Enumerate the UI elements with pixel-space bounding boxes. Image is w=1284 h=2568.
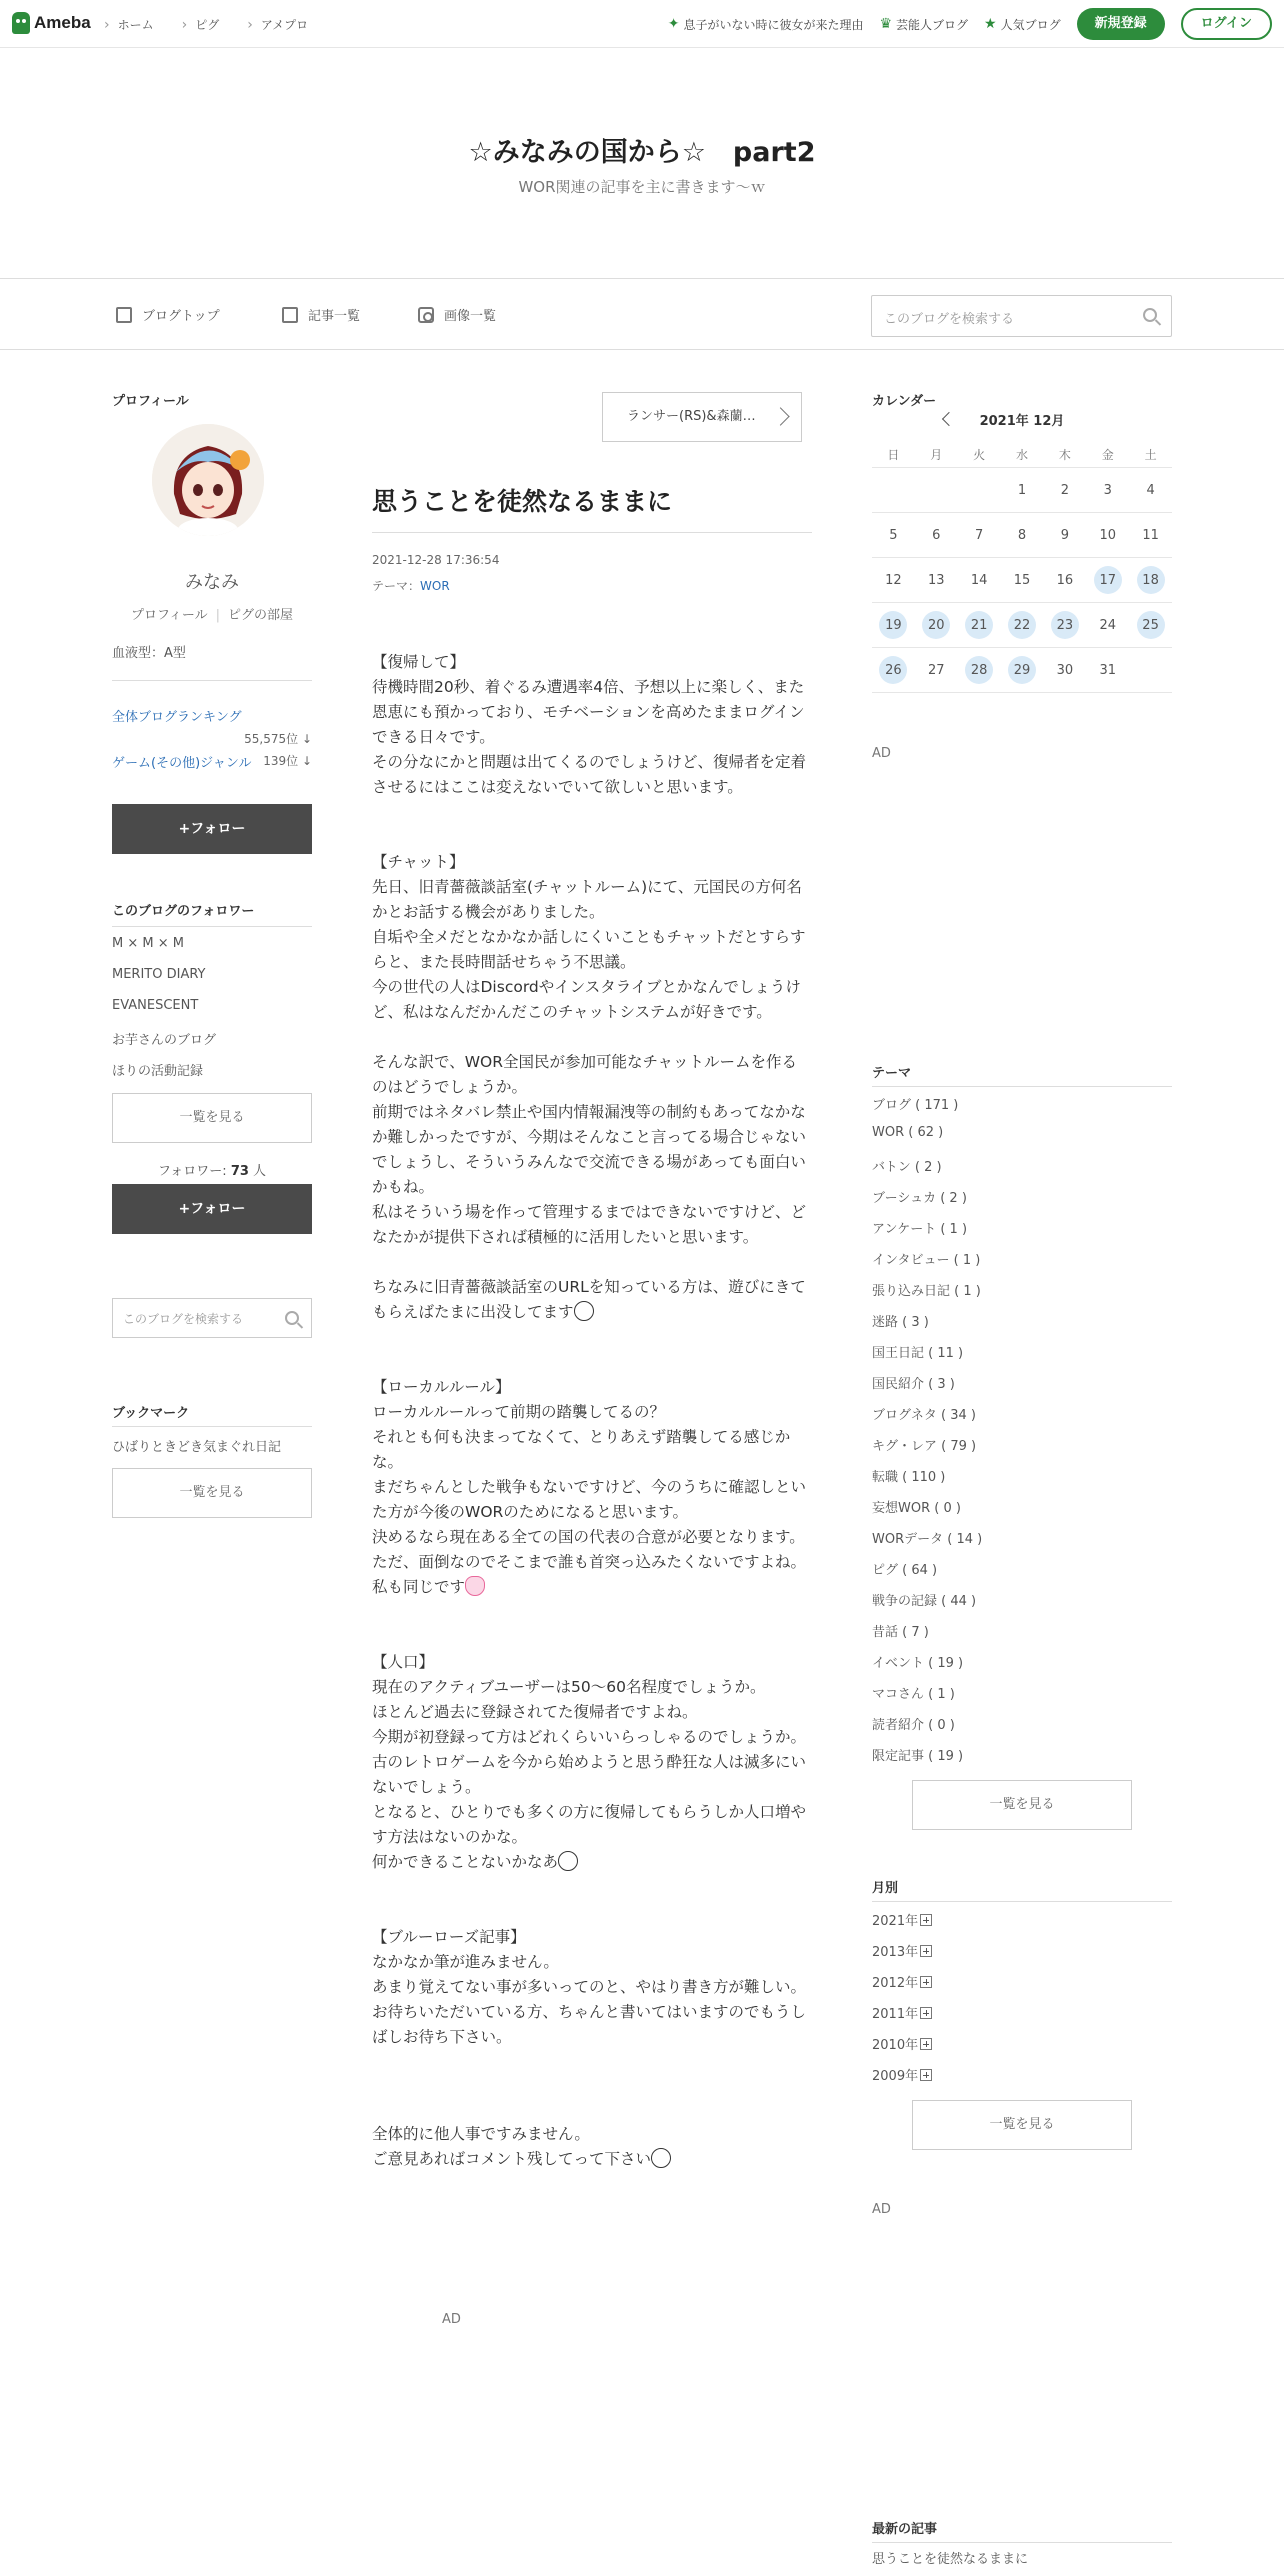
weekday-label: 月 (930, 448, 943, 462)
weekday-label: 金 (1101, 448, 1114, 462)
paragraph: ちなみに旧青薔薇談話室のURLを知っている方は、遊びにきてもらえばたまに出没してます (372, 1278, 806, 1321)
theme-item[interactable]: 国民紹介 ( 3 ) (872, 1377, 955, 1392)
pink-rabbit-emoji-icon (465, 1576, 485, 1596)
ranking-all-value: 55,575位 ↓ (244, 732, 312, 746)
month-item[interactable]: 2012年 (872, 1972, 932, 1991)
theme-item[interactable]: 戦争の記録 ( 44 ) (872, 1594, 977, 1609)
paragraph: 全体的に他人事ですみません。 ご意見あればコメント残してって下さい (372, 2122, 812, 2172)
ad-label: AD (442, 2312, 461, 2327)
camera-icon (418, 307, 434, 323)
expand-plus-icon[interactable] (920, 1945, 932, 1957)
calendar-week (872, 468, 1172, 513)
theme-link[interactable]: WOR (420, 579, 450, 593)
prev-article-button[interactable]: ランサー(RS)&森蘭… (602, 392, 802, 442)
article-date: 2021-12-28 17:36:54 (372, 553, 500, 567)
follower-item[interactable]: お芋さんのブログ (112, 1033, 217, 1048)
bookmark-more-button[interactable]: 一覧を見る (112, 1468, 312, 1518)
expand-plus-icon[interactable] (920, 1976, 932, 1988)
star-icon: ★ (984, 16, 997, 32)
calendar-day: 27 (928, 662, 945, 678)
monthly-more-button[interactable]: 一覧を見る (912, 2100, 1132, 2150)
calendar-day: 5 (889, 527, 898, 543)
calendar-day: 2 (1060, 482, 1069, 498)
calendar-month: 2021年 12月 (979, 414, 1065, 429)
calendar-day: 12 (885, 572, 902, 588)
bookmark-heading: ブックマーク (112, 1406, 190, 1421)
paragraph: 【ブルーローズ記事】 なかなか筆が進みません。 あまり覚えてない事が多いってのと、やはり書き方が難しい。 お待ちいただいている方、ちゃんと書いてはいますのでもうしばしお待ち下さい。 (372, 1928, 807, 2046)
theme-item[interactable]: 限定記事 ( 19 ) (872, 1749, 964, 1764)
profile-link[interactable]: プロフィール (130, 608, 208, 623)
nav-pigg[interactable]: › ピグ (182, 16, 220, 33)
follower-item[interactable]: M × M × M (112, 936, 184, 951)
month-item[interactable]: 2010年 (872, 2034, 932, 2053)
calendar-day: 11 (1142, 527, 1159, 543)
trending-link[interactable]: ✦ 息子がいない時に彼女が来た理由 (667, 16, 864, 32)
calendar-day: 3 (1103, 482, 1112, 498)
calendar-week (872, 648, 1172, 693)
calendar-day: 31 (1099, 662, 1116, 678)
nav-home[interactable]: › ホーム (104, 16, 154, 33)
calendar-day[interactable]: 19 (872, 603, 915, 647)
theme-item[interactable]: ブログネタ ( 34 ) (872, 1408, 976, 1423)
expand-plus-icon[interactable] (920, 2007, 932, 2019)
calendar-day[interactable]: 26 (872, 648, 915, 692)
calendar-day[interactable]: 18 (1129, 558, 1172, 602)
crown-icon: ♛ (879, 16, 893, 32)
month-item[interactable]: 2013年 (872, 1941, 932, 1960)
latest-item[interactable]: 思うことを徒然なるままに (872, 2552, 1029, 2567)
sidebar-search-input[interactable]: このブログを検索する (112, 1298, 312, 1338)
weekday-label: 木 (1058, 448, 1071, 462)
image-list-link[interactable]: 画像一覧 (418, 305, 496, 324)
smile-emoji-icon (651, 2148, 671, 2168)
theme-item[interactable]: 迷路 ( 3 ) (872, 1315, 929, 1330)
expand-plus-icon[interactable] (920, 2069, 932, 2081)
calendar-day: 10 (1099, 527, 1116, 543)
profile-name[interactable]: みなみ (185, 572, 239, 593)
calendar-day: 24 (1099, 617, 1116, 633)
ameba-logo-icon (12, 12, 30, 34)
blog-description: WOR関連の記事を主に書きます～ｗ (518, 178, 766, 196)
calendar-day: 14 (970, 572, 988, 588)
calendar-heading: カレンダー (872, 394, 937, 409)
theme-item[interactable]: キグ・レア ( 79 ) (872, 1439, 977, 1454)
ranking-all-link[interactable]: 全体ブログランキング (112, 710, 242, 725)
calendar-day[interactable]: 17 (1086, 558, 1129, 602)
paragraph: 【復帰して】 待機時間20秒、着ぐるみ遭遇率4倍、予想以上に楽しく、また恩恵にも預かっており、モチベーションを高めたままログインできる日々です。 その分なにかと問題は出てくるのでしょうけど、復帰者を定着させるにはここは変えないでいて欲しいと思います。 (372, 653, 807, 796)
calendar-day: 30 (1056, 662, 1074, 678)
calendar-day: 7 (975, 527, 984, 543)
calendar-day: 4 (1146, 482, 1155, 498)
profile-links: プロフィール | ピグの部屋 (130, 608, 294, 623)
follow-button-2[interactable]: +フォロー (112, 1184, 312, 1234)
header-right (668, 8, 1272, 40)
theme-item[interactable]: 妄想WOR ( 0 ) (872, 1501, 961, 1516)
blog-header (0, 48, 1284, 278)
blog-nav (0, 278, 1284, 350)
calendar-day: 9 (1060, 527, 1069, 543)
avatar[interactable] (152, 424, 264, 536)
theme-item[interactable]: ピグ ( 64 ) (872, 1563, 938, 1578)
search-icon[interactable] (285, 1311, 299, 1325)
blog-title[interactable]: ☆みなみの国から☆ part2 (468, 137, 816, 168)
monthly-heading: 月別 (872, 1881, 899, 1896)
calendar-day[interactable]: 20 (915, 603, 958, 647)
theme-more-button[interactable]: 一覧を見る (912, 1780, 1132, 1830)
follower-item[interactable]: EVANESCENT (112, 998, 199, 1013)
document-icon (116, 307, 132, 323)
theme-item[interactable]: 張り込み日記 ( 1 ) (872, 1284, 981, 1299)
ad-label: AD (872, 746, 891, 761)
sad-emoji-icon (558, 1851, 578, 1871)
paragraph: 【チャット】 先日、旧青薔薇談話室(チャットルーム)にて、元国民の方何名かとお話する機会がありました。 自垢や全メだとなかなか話しにくいこともチャットだとすらすらと、また長時間話せちゃう不思議。 今の世代の人はDiscordやインスタライブとかなんでしょうけど、私はなんだかんだこのチャットシステムが好きです。 (372, 853, 806, 1021)
calendar-day[interactable]: 23 (1043, 603, 1086, 647)
follower-count: フォロワー: 73 人 (157, 1164, 267, 1179)
ranking-genre-link[interactable]: ゲーム(その他)ジャンル (112, 756, 252, 771)
smile-emoji-icon (574, 1301, 594, 1321)
theme-item[interactable]: ブーシュカ ( 2 ) (872, 1191, 967, 1206)
theme-item[interactable]: イベント ( 19 ) (872, 1656, 964, 1671)
article-body (372, 650, 812, 2172)
calendar-day[interactable]: 28 (958, 648, 1001, 692)
calendar-day (872, 468, 915, 512)
login-button[interactable]: ログイン (1181, 8, 1272, 40)
article-theme: テーマ：WOR (372, 579, 450, 593)
calendar-week (872, 513, 1172, 558)
sparkle-icon: ✦ (667, 16, 680, 32)
theme-item[interactable]: 転職 ( 110 ) (872, 1470, 946, 1485)
calendar-day (958, 468, 1001, 512)
nav-amepro[interactable]: › アメプロ (247, 16, 308, 33)
calendar-day[interactable]: 25 (1129, 603, 1172, 647)
popular-blog-link[interactable]: ★ 人気ブログ (984, 16, 1061, 32)
weekday-label: 火 (973, 448, 986, 462)
weekday-label: 日 (887, 448, 900, 462)
calendar-day: 1 (1017, 482, 1027, 498)
theme-item[interactable]: 昔話 ( 7 ) (872, 1625, 929, 1640)
followers-heading: このブログのフォロワー (112, 904, 255, 919)
expand-plus-icon[interactable] (920, 2038, 932, 2050)
profile-heading: プロフィール (112, 394, 189, 409)
logo-text: Ameba (34, 13, 91, 32)
calendar-day: 15 (1013, 572, 1031, 588)
calendar-day: 16 (1056, 572, 1074, 588)
paragraph: そんな訳で、WOR全国民が参加可能なチャットルームを作るのはどうでしょうか。 前期ではネタバレ禁止や国内情報漏洩等の制約もあってなかなか難しかったですが、今期はそんなこと言ってる場合じゃないでしょうし、そういうみんなで交流できる場があっても面白いかもね。 私はそういう場を作って管理するまではできないですけど、どなたかが提供下されば積極的に活用したいと思います。 (372, 1053, 807, 1246)
theme-item[interactable]: インタビュー ( 1 ) (872, 1253, 981, 1268)
theme-item[interactable]: アンケート ( 1 ) (872, 1222, 968, 1237)
calendar-day[interactable]: 29 (1001, 648, 1044, 692)
copy-icon (282, 307, 298, 323)
theme-item[interactable]: WOR ( 62 ) (872, 1125, 944, 1140)
weekday-label: 水 (1016, 448, 1029, 462)
theme-item[interactable]: WORデータ ( 14 ) (872, 1532, 983, 1547)
calendar-day (915, 468, 958, 512)
calendar-day: 6 (932, 527, 941, 543)
latest-heading: 最新の記事 (872, 2522, 938, 2537)
calendar-day: 8 (1017, 527, 1027, 543)
theme-item[interactable]: 国王日記 ( 11 ) (872, 1346, 964, 1361)
calendar-day: 13 (928, 572, 945, 588)
paragraph: 【人口】 現在のアクティブユーザーは50〜60名程度でしょうか。 ほとんど過去に登録されてた復帰者ですよね。 今期が初登録って方はどれくらいいらっしゃるのでしょうか。 古のレトロゲームを今から始めようと思う酔狂な人は滅多にいないでしょう。 となると、ひとりでも多くの方に復帰してもらうしか人口増やす方法はないのかな。 何かできることないかなあ (372, 1653, 807, 1871)
global-header (0, 0, 1284, 48)
search-icon[interactable] (1143, 308, 1157, 322)
paragraph: 【ローカルルール】 ローカルルールって前期の踏襲してるの？ それとも何も決まってなくて、とりあえず踏襲してる感じかな。 まだちゃんとした戦争もないですけど、今のうちに確認しといた方が今後のWORのためになると思います。 決めるなら現在ある全ての国の代表の合意が必要となります。 ただ、面倒なのでそこまで誰も首突っ込みたくないですよね。私も同じです (372, 1378, 807, 1596)
blog-search-input[interactable]: このブログを検索する (871, 295, 1172, 337)
bookmark-item[interactable]: ひばりときどき気まぐれ日記 (112, 1440, 282, 1455)
pigg-room-link[interactable]: ピグの部屋 (228, 608, 294, 623)
ameba-logo[interactable] (12, 12, 91, 34)
ad-label: AD (872, 2202, 891, 2217)
weekday-label: 土 (1144, 448, 1157, 462)
theme-item[interactable]: ブログ ( 171 ) (872, 1098, 959, 1113)
follower-item[interactable]: ほりの活動記録 (112, 1064, 204, 1079)
blog-top-link[interactable]: ブログトップ (116, 305, 220, 324)
global-nav (104, 16, 308, 33)
blood-type: 血液型：A型 (112, 646, 186, 661)
celebrity-blog-link[interactable]: ♛ 芸能人ブログ (879, 16, 969, 32)
month-item[interactable]: 2011年 (872, 2003, 932, 2022)
followers-more-button[interactable]: 一覧を見る (112, 1093, 312, 1143)
calendar-day (1129, 648, 1172, 692)
month-item[interactable]: 2009年 (872, 2065, 932, 2084)
article-title[interactable]: 思うことを徒然なるままに (372, 487, 673, 516)
calendar-day[interactable]: 21 (958, 603, 1001, 647)
calendar-day[interactable]: 22 (1001, 603, 1044, 647)
theme-item[interactable]: マコさん ( 1 ) (872, 1687, 955, 1702)
theme-item[interactable]: バトン ( 2 ) (872, 1160, 942, 1175)
calendar-grid (872, 442, 1172, 693)
article-list-link[interactable]: 記事一覧 (282, 305, 360, 324)
calendar-week (872, 558, 1172, 603)
month-item[interactable]: 2021年 (872, 1910, 932, 1929)
expand-plus-icon[interactable] (920, 1914, 932, 1926)
register-button[interactable]: 新規登録 (1077, 8, 1165, 40)
follower-item[interactable]: MERITO DIARY (112, 967, 206, 982)
theme-item[interactable]: 読者紹介 ( 0 ) (872, 1718, 955, 1733)
calendar-week (872, 603, 1172, 648)
follow-button[interactable]: +フォロー (112, 804, 312, 854)
ranking-genre-value: 139位 ↓ (263, 754, 312, 768)
theme-heading: テーマ (872, 1066, 912, 1081)
